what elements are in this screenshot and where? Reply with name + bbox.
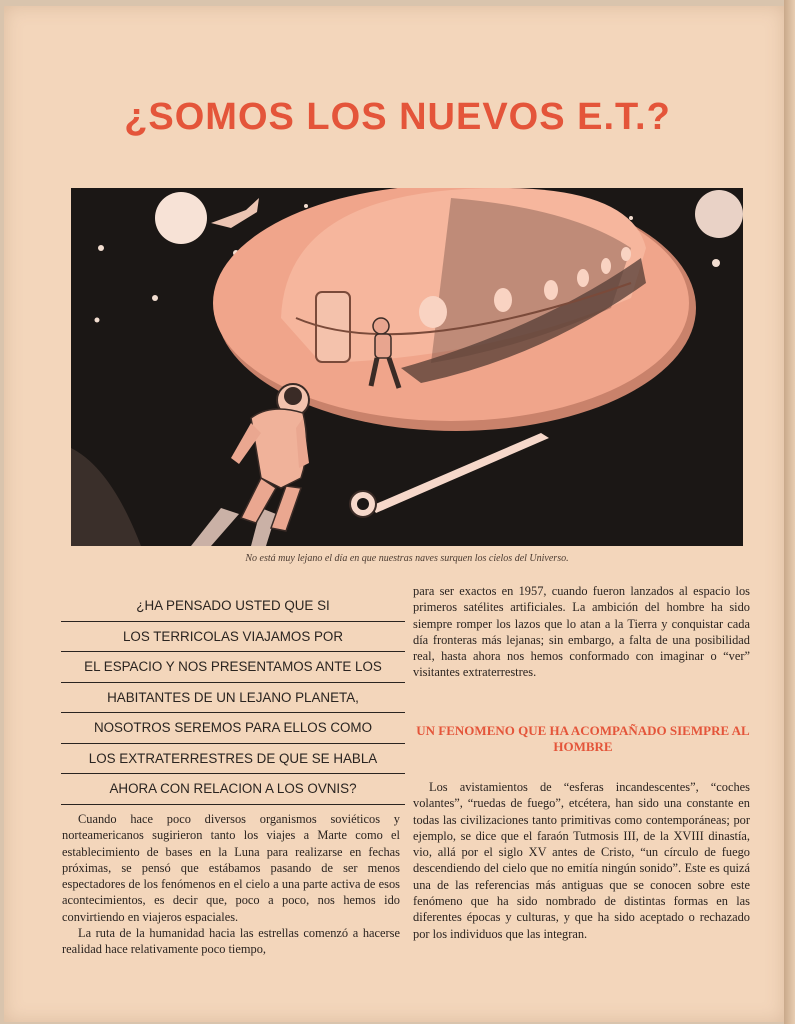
body-paragraph: para ser exactos en 1957, cuando fueron lanzados al espacio los primeros satélites artificiales. La ambición del hombre ha sido siempre romper los lazos que lo atan a la Tierra y conquistar cada día fronteras más lejanas; sin embargo, a falta de una posibilidad real, hasta ahora nos hemos conformado con imaginar o “ver” visitantes extraterrestres. [413,584,750,680]
pull-quote-line: NOSOTROS SEREMOS PARA ELLOS COMO [61,713,405,744]
body-paragraph: Los avistamientos de “esferas incandescentes”, “coches volantes”, “ruedas de fuego”, etcétera, han sido una constante en todas las civilizaciones tanto primitivas como contemporáneas; por ejemplo, se dice que el faraón Tutmosis III, de la XVIII dinastía, vio, allá por el siglo XV antes de Cristo, “un círculo de fuego descendiendo del cielo que no emitía ningún sonido”. Este es quizá una de las referencias más antiguas que se conocen sobre este fenómeno que ha sido nombrado de distintas formas en las diferentes épocas y culturas, y que ha sido aceptado o rechazado por los individuos que las integran. [413,780,750,941]
space-illustration [71,188,743,546]
illustration-caption: No está muy lejano el día en que nuestras naves surquen los cielos del Universo. [245,553,569,564]
pull-quote-line: AHORA CON RELACION A LOS OVNIS? [61,774,405,805]
pull-quote-line: ¿HA PENSADO USTED QUE SI [61,591,405,622]
section-subheading: UN FENOMENO QUE HA ACOMPAÑADO SIEMPRE AL HOMBRE [416,723,750,754]
page-edge [784,0,795,1024]
body-paragraph: La ruta de la humanidad hacia las estrellas comenzó a hacerse realidad hace relativamente poco tiempo, [62,926,400,957]
pull-quote-line: LOS TERRICOLAS VIAJAMOS POR [61,622,405,653]
pull-quote-line: LOS EXTRATERRESTRES DE QUE SE HABLA [61,744,405,775]
pull-quote-line: HABITANTES DE UN LEJANO PLANETA, [61,683,405,714]
pull-quote-line: EL ESPACIO Y NOS PRESENTAMOS ANTE LOS [61,652,405,683]
right-column-text-bottom [413,779,750,942]
right-column-text-top [413,583,750,681]
left-column-text [62,811,400,958]
article-title: ¿SOMOS LOS NUEVOS E.T.? [124,96,671,138]
pull-quote [61,591,405,805]
body-paragraph: Cuando hace poco diversos organismos soviéticos y norteamericanos sugirieron tanto los viajes a Marte como el establecimiento de bases en la Luna para realizarse en fechas próximas, se pensó que estábamos pasando de ser menos espectadores de los fenómenos en el cielo a una parte activa de esos acontecimientos, es decir que, poco a poco, nos hemos ido convirtiendo en viajeros espaciales. [62,812,400,924]
